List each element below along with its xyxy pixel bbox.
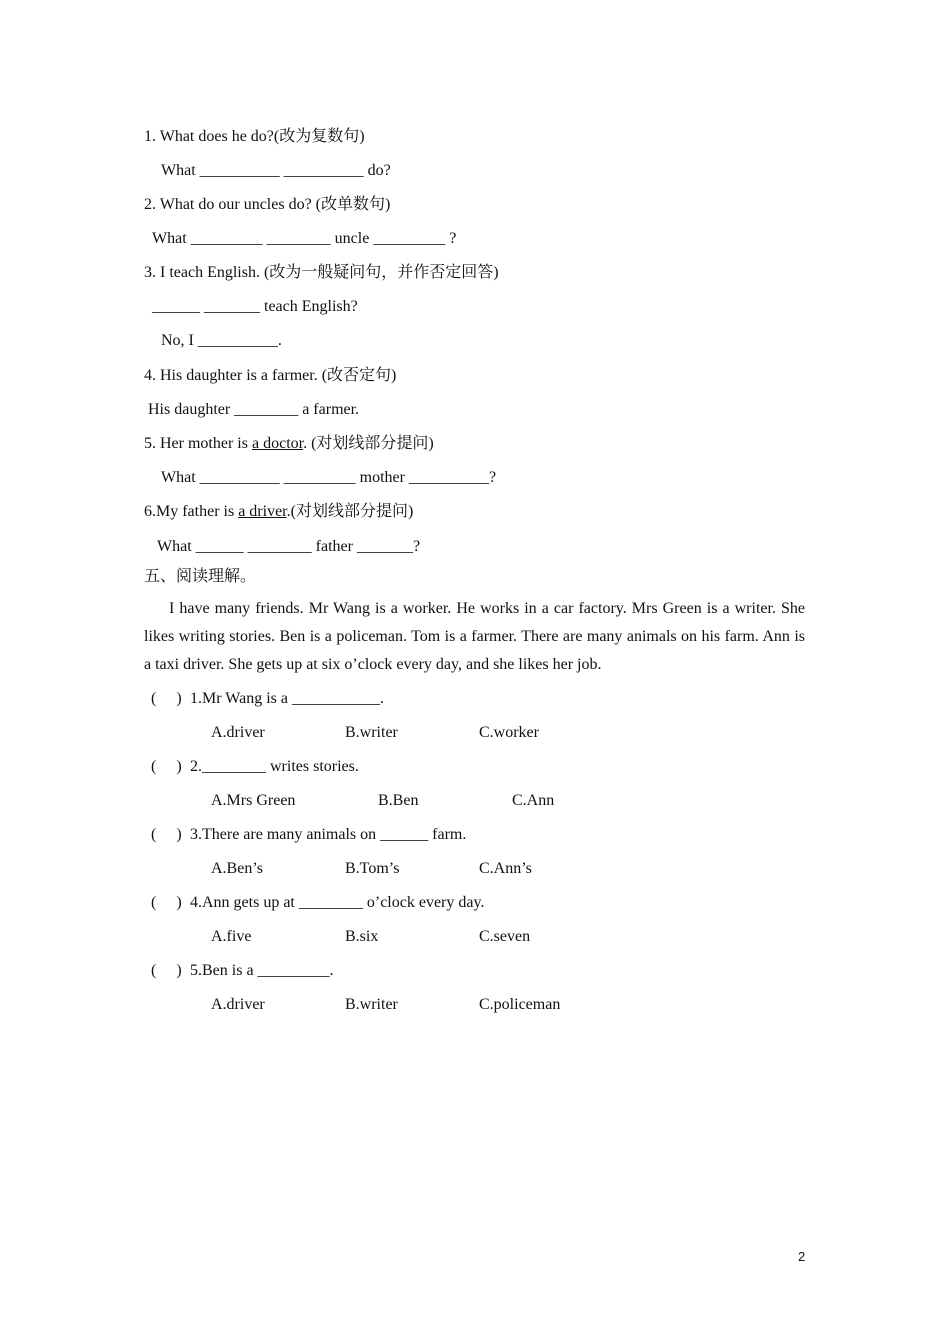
q6-underlined-phrase: a driver [238,503,287,520]
q6-answer: What ______ ________ father _______? [157,538,421,555]
option-a: A.five [211,928,252,945]
q3-answer-question: ______ _______ teach English? [152,298,358,315]
q5-underlined-phrase: a doctor [251,435,304,452]
reading-passage: I have many friends. Mr Wang is a worker. He works in a car factory. Mrs Green is a writer. She likes writing stories. Ben is a policeman. Tom is a farmer. There are many animals on his farm. Ann is a taxi driver. She gets up at six o’clock every day, and she likes her job. [144,600,805,673]
q2-answer: What _________ ________ uncle _________ ? [152,230,457,247]
question-text: 4.Ann gets up at ________ o’clock every day. [190,894,485,911]
answer-bracket[interactable]: ( ) [151,690,182,707]
question-text: 1.Mr Wang is a ___________. [190,690,384,707]
question-text: 2.________ writes stories. [190,758,359,775]
q3-prompt: 3. I teach English. (改为一般疑问句，并作否定回答) [144,264,499,281]
answer-bracket[interactable]: ( ) [151,962,182,979]
q2-prompt: 2. What do our uncles do? (改单数句) [144,196,391,213]
option-b: B.six [345,928,379,945]
option-c: C.seven [479,928,531,945]
option-a: A.Mrs Green [211,792,296,809]
option-a: A.driver [211,724,265,741]
option-c: C.policeman [479,996,561,1013]
option-c: C.Ann’s [479,860,532,877]
option-b: B.Ben [378,792,419,809]
q5-prompt-post: . (对划线部分提问) [303,435,434,452]
q5-prompt [144,434,434,454]
q4-answer: His daughter ________ a farmer. [148,401,360,418]
q3-answer-reply: No, I __________. [161,332,282,349]
reading-heading: 五、阅读理解。 [144,568,257,585]
option-b: B.Tom’s [345,860,400,877]
q5-prompt-pre: 5. Her mother is [144,435,252,452]
page-number: 2 [798,1249,806,1264]
option-a: A.Ben’s [211,860,263,877]
q5-answer: What __________ _________ mother __________? [161,469,497,486]
option-a: A.driver [211,996,265,1013]
option-b: B.writer [345,724,398,741]
answer-bracket[interactable]: ( ) [151,826,182,843]
q6-prompt [144,502,413,522]
option-b: B.writer [345,996,398,1013]
q4-prompt: 4. His daughter is a farmer. (改否定句) [144,367,397,384]
q6-prompt-pre: 6.My father is [144,503,239,520]
option-c: C.Ann [512,792,555,809]
option-c: C.worker [479,724,539,741]
q1-answer: What __________ __________ do? [161,162,391,179]
q6-prompt-post: .(对划线部分提问) [286,503,414,520]
answer-bracket[interactable]: ( ) [151,894,182,911]
q1-prompt: 1. What does he do?(改为复数句) [144,128,365,145]
question-text: 3.There are many animals on ______ farm. [190,826,467,843]
answer-bracket[interactable]: ( ) [151,758,182,775]
question-text: 5.Ben is a _________. [190,962,334,979]
